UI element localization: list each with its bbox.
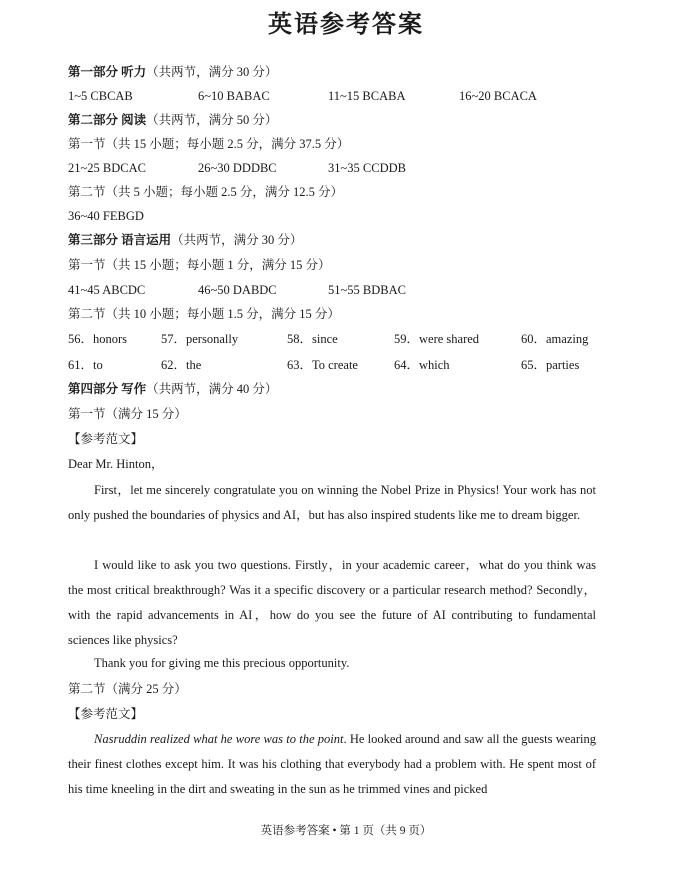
part3-section2: 第二节（共 10 小题；每小题 1.5 分，满分 15 分）	[68, 307, 340, 321]
blank-answer: 61．to	[68, 358, 103, 372]
part4-header	[68, 381, 277, 397]
part2-header	[68, 112, 277, 128]
part2-section2: 第二节（共 5 小题；每小题 2.5 分，满分 12.5 分）	[68, 185, 344, 199]
blank-answer: 63．To create	[287, 358, 358, 372]
letter-salutation: Dear Mr. Hinton，	[68, 457, 164, 471]
story-lead: Nasruddin realized what he wore was to the point	[94, 732, 344, 746]
page-footer: 英语参考答案 • 第 1 页（共 9 页）	[260, 825, 432, 837]
part2-note: （共两节，满分 50 分）	[146, 113, 278, 127]
story-text: . He looked around and saw all the guests wearing their finest clothes except him. It was his clothing that everybody had a problem with. He spent most of his time kneeling in the dirt and sweating in the sun as he trimmed vines and picked	[68, 732, 596, 796]
part3-note: （共两节，满分 30 分）	[171, 233, 303, 247]
answer-group: 36~40 FEBGD	[68, 209, 144, 223]
answer-group: 26~30 DDDBC	[198, 161, 277, 175]
blank-answer: 64．which	[394, 358, 450, 372]
answer-group: 11~15 BCABA	[328, 89, 406, 103]
answer-group: 31~35 CCDDB	[328, 161, 406, 175]
part1-note: （共两节，满分 30 分）	[146, 65, 278, 79]
part3-header	[68, 232, 302, 248]
answer-group: 21~25 BDCAC	[68, 161, 146, 175]
answer-group: 46~50 DABDC	[198, 283, 277, 297]
answer-group: 41~45 ABCDC	[68, 283, 146, 297]
sample-label: 【参考范文】	[68, 432, 144, 446]
blank-answer: 65．parties	[521, 358, 580, 372]
part2-section1: 第一节（共 15 小题；每小题 2.5 分，满分 37.5 分）	[68, 137, 350, 151]
part1-header	[68, 64, 277, 80]
part4-note: （共两节，满分 40 分）	[146, 382, 278, 396]
blank-answer: 60．amazing	[521, 332, 589, 346]
sample-label-2: 【参考范文】	[68, 707, 144, 721]
blank-answer: 58．since	[287, 332, 338, 346]
letter-paragraph-1: First，let me sincerely congratulate you on winning the Nobel Prize in Physics! Your work has not only pushed the boundaries of physics and AI，but has also inspired students like me to dream bigger.	[68, 483, 596, 522]
part4-section2: 第二节（满分 25 分）	[68, 682, 187, 696]
part3-section1: 第一节（共 15 小题；每小题 1 分，满分 15 分）	[68, 258, 331, 272]
part4-section1: 第一节（满分 15 分）	[68, 407, 187, 421]
blank-answer: 56．honors	[68, 332, 128, 346]
page-title: 英语参考答案	[268, 9, 424, 38]
blank-answer: 59．were shared	[394, 332, 480, 346]
letter-paragraph-2: I would like to ask you two questions. Firstly，in your academic career，what do you think was the most critical breakthrough? Was it a specific discovery or a particular research method? Secondly，with the rapid advancements in AI，how do you see the future of AI contributing to fundamental sciences like physics?	[68, 558, 596, 647]
answer-group: 1~5 CBCAB	[68, 89, 133, 103]
answer-group: 6~10 BABAC	[198, 89, 270, 103]
part1-heading: 第一部分 听力	[68, 65, 147, 79]
blank-answer: 57．personally	[161, 332, 239, 346]
answer-group: 51~55 BDBAC	[328, 283, 406, 297]
part4-heading: 第四部分 写作	[68, 382, 147, 396]
blank-answer: 62．the	[161, 358, 202, 372]
part3-heading: 第三部分 语言运用	[68, 233, 172, 247]
part2-heading: 第二部分 阅读	[68, 113, 147, 127]
answer-group: 16~20 BCACA	[459, 89, 537, 103]
story-paragraph	[68, 727, 596, 802]
letter-paragraph-3: Thank you for giving me this precious opportunity.	[94, 656, 350, 670]
